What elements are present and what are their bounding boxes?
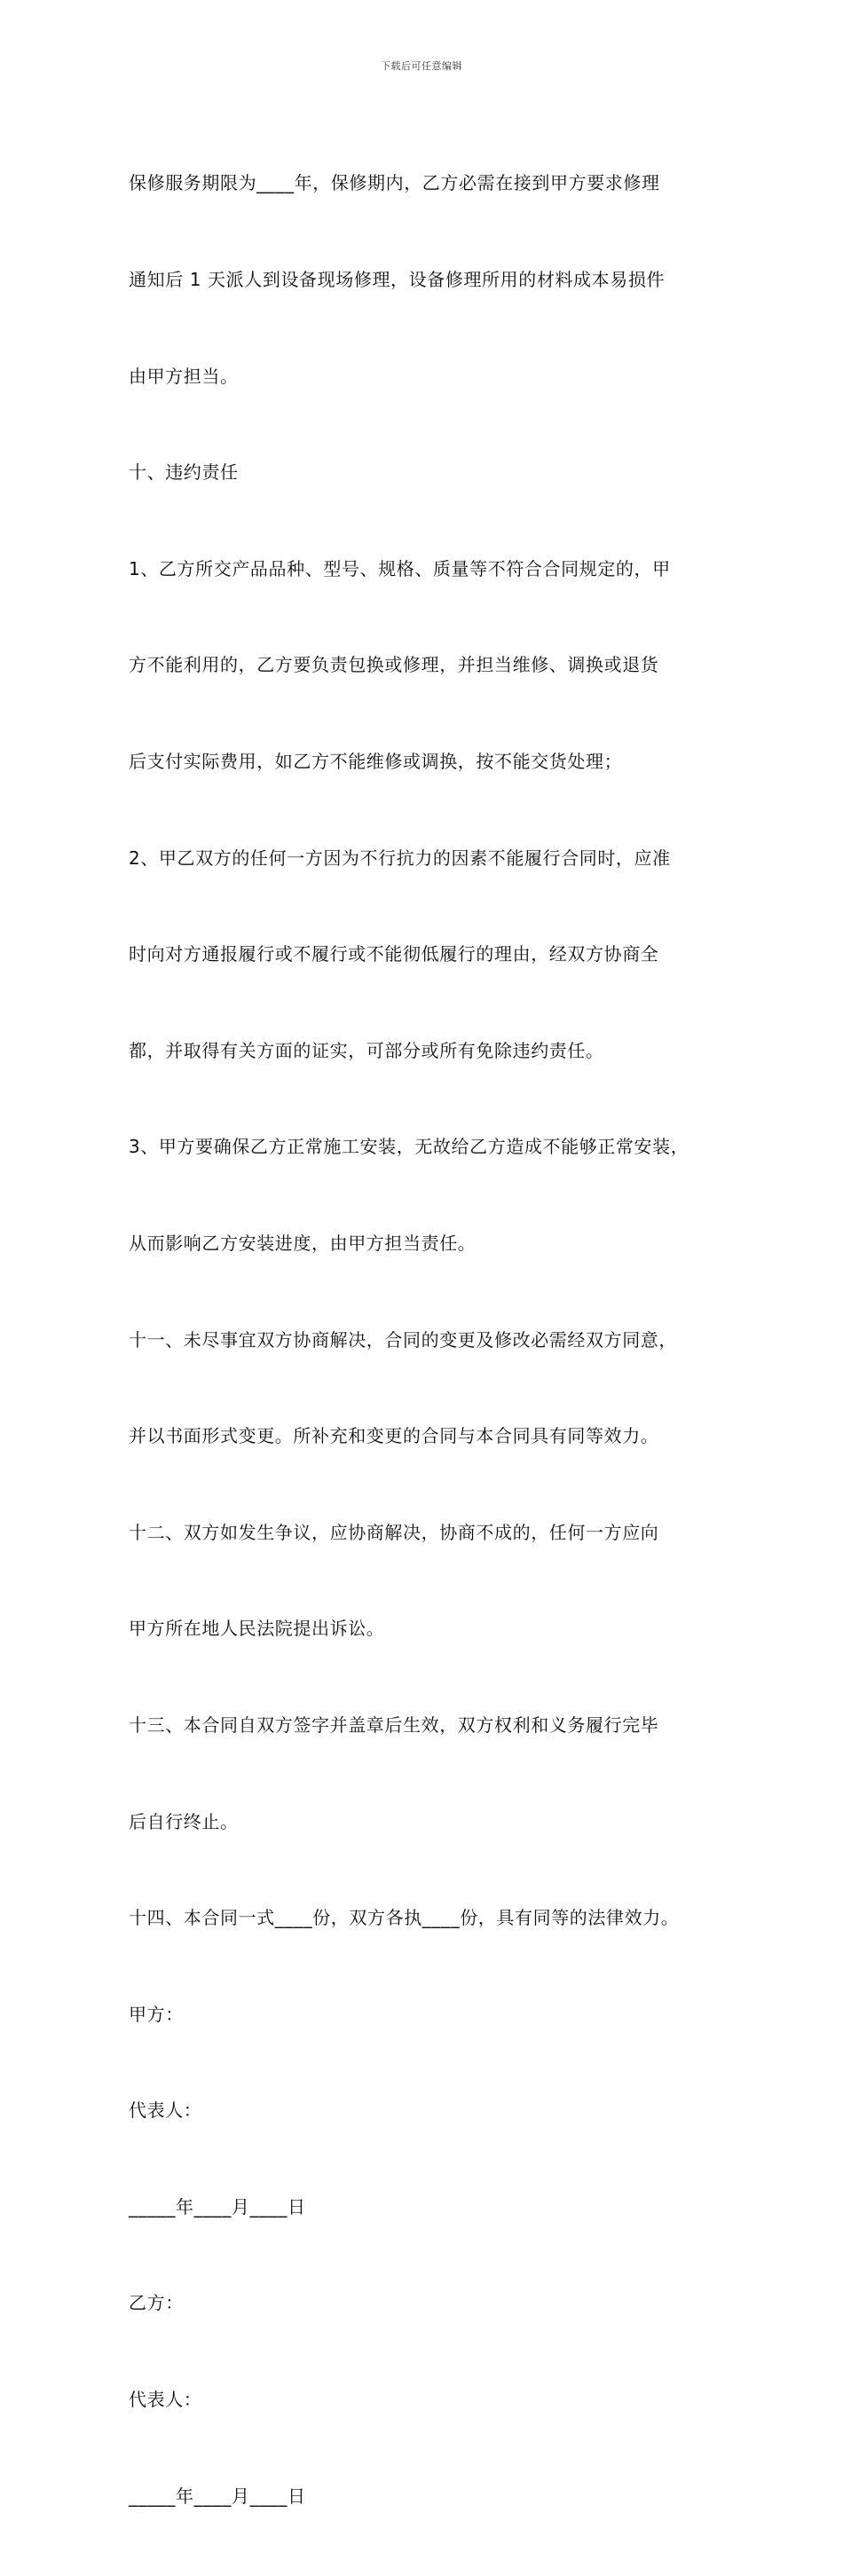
- party-b-representative: 代表人：: [129, 2389, 202, 2411]
- text-line: 后自行终止。: [129, 1810, 239, 1832]
- text-line: 保修服务期限为____年，保修期内，乙方必需在接到甲方要求修理: [129, 172, 660, 194]
- text-line: 2、甲乙双方的任何一方因为不行抗力的因素不能履行合同时，应准: [129, 847, 671, 869]
- party-a-date: _____年____月____日: [129, 2195, 306, 2218]
- text-line: 甲方所在地人民法院提出诉讼。: [129, 1618, 385, 1640]
- text-line: 十一、未尽事宜双方协商解决，合同的变更及修改必需经双方同意，: [129, 1328, 677, 1351]
- text-line: 十三、本合同自双方签字并盖章后生效，双方权利和义务履行完毕: [129, 1713, 659, 1736]
- contract-body: [129, 103, 741, 2576]
- text-line: 十四、本合同一式____份，双方各执____份，具有同等的法律效力。: [129, 1907, 680, 1929]
- page-header: 下载后可任意编辑: [381, 60, 462, 72]
- text-line: 并以书面形式变更。所补充和变更的合同与本合同具有同等效力。: [129, 1425, 659, 1447]
- text-line: 1、乙方所交产品品种、型号、规格、质量等不符合合同规定的，甲: [129, 557, 671, 579]
- party-a-representative: 代表人：: [129, 2099, 202, 2122]
- text-line: 时向对方通报履行或不履行或不能彻低履行的理由，经双方协商全: [129, 943, 659, 965]
- text-line: 十二、双方如发生争议，应协商解决，协商不成的，任何一方应向: [129, 1521, 659, 1543]
- party-b-label: 乙方：: [129, 2292, 184, 2314]
- text-line: 3、甲方要确保乙方正常施工安装，无故给乙方造成不能够正常安装，: [129, 1136, 689, 1158]
- text-line: 由甲方担当。: [129, 365, 239, 387]
- party-b-date: _____年____月____日: [129, 2485, 306, 2507]
- text-line: 都，并取得有关方面的证实，可部分或所有免除违约责任。: [129, 1039, 604, 1061]
- text-line: 后支付实际费用，如乙方不能维修或调换，按不能交货处理；: [129, 750, 623, 772]
- section-heading: 十、违约责任: [129, 461, 239, 484]
- party-a-label: 甲方：: [129, 2003, 184, 2025]
- text-line: 方不能利用的，乙方要负责包换或修理，并担当维修、调换或退货: [129, 654, 659, 676]
- text-line: 通知后 1 天派人到设备现场修理，设备修理所用的材料成本易损件: [129, 269, 666, 290]
- text-line: 从而影响乙方安装进度，由甲方担当责任。: [129, 1232, 477, 1254]
